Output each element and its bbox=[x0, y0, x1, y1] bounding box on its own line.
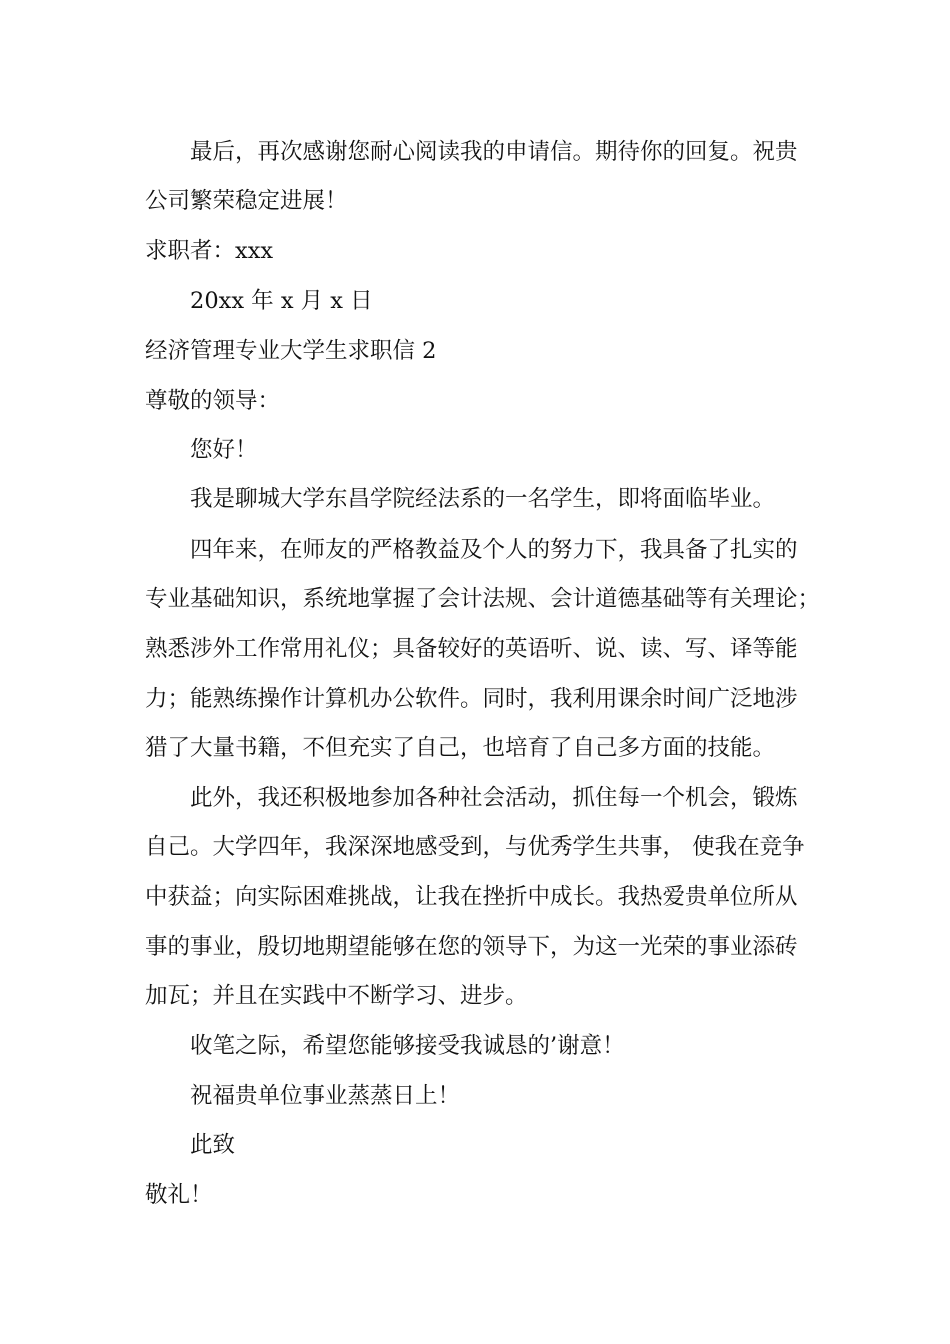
salutation: 尊敬的领导： bbox=[145, 388, 281, 414]
body-paragraph-line: 四年来，在师友的严格教益及个人的努力下，我具备了扎实的 bbox=[190, 537, 798, 563]
body-paragraph-line: 此外，我还积极地参加各种社会活动，抓住每一个机会，锻炼 bbox=[190, 785, 798, 811]
body-paragraph-line: 中获益；向实际困难挑战，让我在挫折中成长。我热爱贵单位所从 bbox=[145, 884, 798, 910]
body-paragraph-line: 猎了大量书籍，不但充实了自己，也培育了自己多方面的技能。 bbox=[145, 735, 776, 761]
body-paragraph-line: 加瓦；并且在实践中不断学习、进步。 bbox=[145, 983, 528, 1009]
body-paragraph-line: 专业基础知识，系统地掌握了会计法规、会计道德基础等有关理论； bbox=[145, 586, 821, 612]
closing-phrase: 此致 bbox=[190, 1132, 236, 1158]
blessing-line: 祝福贵单位事业蒸蒸日上！ bbox=[190, 1083, 461, 1109]
body-paragraph-line: 事的事业，殷切地期望能够在您的领导下，为这一光荣的事业添砖 bbox=[145, 934, 798, 960]
body-paragraph-line: 熟悉涉外工作常用礼仪；具备较好的英语听、说、读、写、译等能 bbox=[145, 636, 798, 662]
closing-wish-line: 公司繁荣稳定进展！ bbox=[145, 188, 348, 214]
body-paragraph-line: 力；能熟练操作计算机办公软件。同时，我利用课余时间广泛地涉 bbox=[145, 686, 798, 712]
greeting: 您好！ bbox=[190, 437, 258, 463]
body-paragraph-line: 自己。大学四年，我深深地感受到，与优秀学生共事， 使我在竞争 bbox=[145, 834, 805, 860]
section-title: 经济管理专业大学生求职信 2 bbox=[145, 338, 437, 364]
closing-salute: 敬礼！ bbox=[145, 1182, 213, 1208]
closing-paragraph: 收笔之际，希望您能够接受我诚恳的’谢意！ bbox=[190, 1033, 625, 1059]
intro-paragraph: 我是聊城大学东昌学院经法系的一名学生，即将面临毕业。 bbox=[190, 486, 776, 512]
letter-date: 20xx 年 x 月 x 日 bbox=[190, 288, 373, 314]
applicant-signature: 求职者：xxx bbox=[145, 238, 274, 264]
closing-thanks-line: 最后，再次感谢您耐心阅读我的申请信。期待你的回复。祝贵 bbox=[190, 139, 798, 165]
